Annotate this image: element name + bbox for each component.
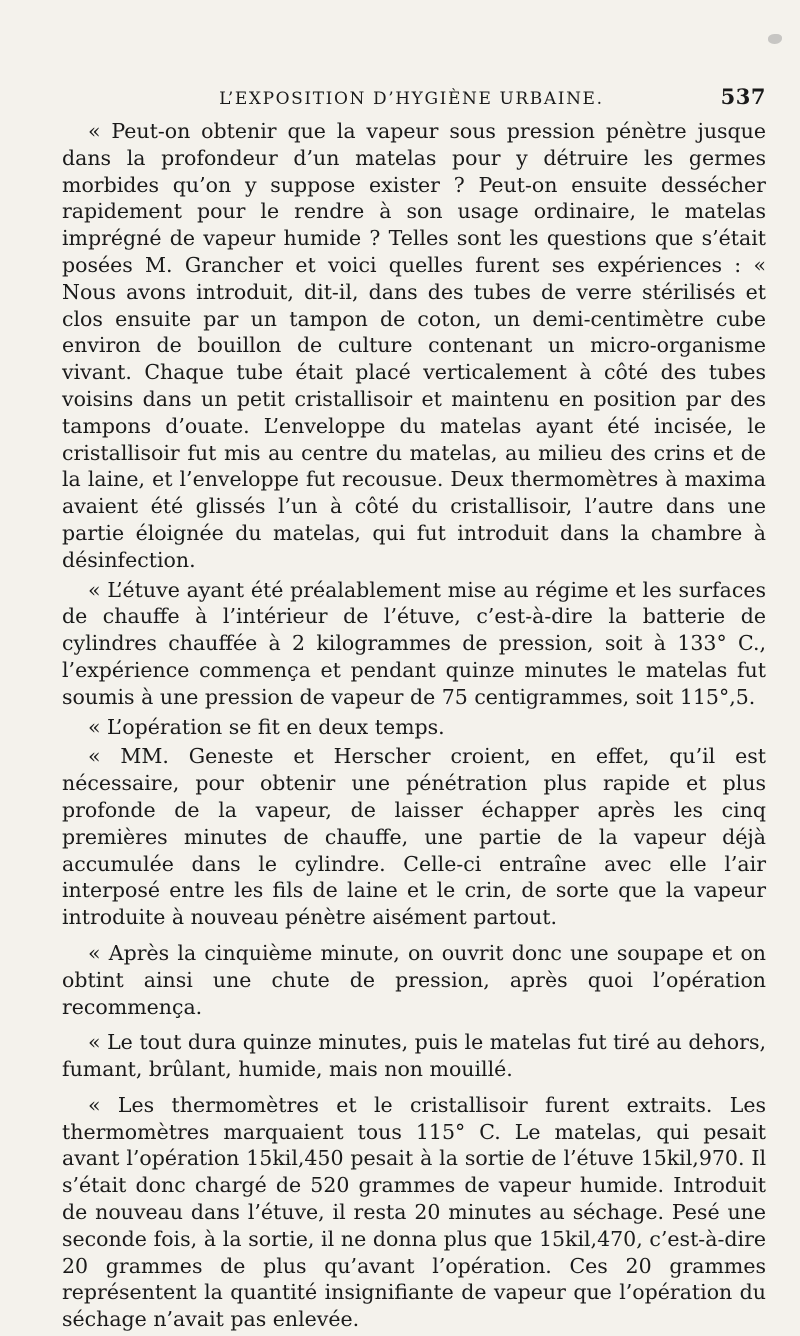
paragraph-etuve-regime: « L’étuve ayant été préalablement mise au régime et les surfaces de chauffe à l’intérieur de l’étuve, c’est-à-dire la batterie de cylindres chauffée à 2 kilogrammes de pression, soit à 133° C., l’expérience commença et pendant quinze minutes le matelas fut soumis à une pression de vapeur de 75 centigrammes, soit 115°,5. [62,577,766,709]
page-number: 537 [720,84,766,109]
body-text [62,118,766,1333]
paragraph-quinze-minutes: « Le tout dura quinze minutes, puis le matelas fut tiré au dehors, fumant, brûlant, humide, mais non mouillé. [62,1030,766,1082]
paragraph-geneste-herscher: « MM. Geneste et Herscher croient, en effet, qu’il est nécessaire, pour obtenir une pénétration plus rapide et plus profonde de la vapeur, de laisser échapper après les cinq premières minutes de chauffe, une partie de la vapeur déjà accumulée dans le cylindre. Celle-ci entraîne avec elle l’air interposé entre les fils de laine et le crin, de sorte que la vapeur introduite à nouveau pénètre aisément partout. [62,744,766,930]
page-header [62,84,766,114]
ink-blot [768,34,782,44]
paragraph-grancher-question: « Peut-on obtenir que la vapeur sous pression pénètre jusque dans la profondeur d’un matelas pour y détruire les germes morbides qu’on y suppose exister ? Peut-on ensuite dessécher rapidement pour le rendre à son usage ordinaire, le matelas imprégné de vapeur humide ? Telles sont les questions que s’était posées M. Grancher et voici quelles furent ses expériences : « Nous avons introduit, dit-il, dans des tubes de verre stérilisés et clos ensuite par un tampon de coton, un demi-centimètre cube environ de bouillon de culture contenant un micro-organisme vivant. Chaque tube était placé verticalement à côté des tubes voisins dans un petit cristallisoir et maintenu en position par des tampons d’ouate. L’enveloppe du matelas ayant été incisée, le cristallisoir fut mis au centre du matelas, au milieu des crins et de la laine, et l’enveloppe fut recousue. Deux thermomètres à maxima avaient été glissés l’un à côté du cristallisoir, l’autre dans une partie éloignée du matelas, qui fut introduit dans la chambre à désinfection. [62,119,766,572]
paragraph-soupape: « Après la cinquième minute, on ouvrit donc une soupape et on obtint ainsi une chute de pression, après quoi l’opération recommença. [62,940,766,1019]
paragraph-thermometres: « Les thermomètres et le cristallisoir furent extraits. Les thermomètres marquaient tous 115° C. Le matelas, qui pesait avant l’opération 15kil,450 pesait à la sortie de l’étuve 15kil,970. Il s’était donc chargé de 520 grammes de vapeur humide. Introduit de nouveau dans l’étuve, il resta 20 minutes au séchage. Pesé une seconde fois, à la sortie, il ne donna plus que 15kil,470, c’est-à-dire 20 grammes de plus qu’avant l’opération. Ces 20 grammes représentent la quantité insignifiante de vapeur que l’opération du séchage n’avait pas enlevée. [62,1092,766,1332]
paragraph-deux-temps: « L’opération se fit en deux temps. [88,714,445,739]
running-title: L’EXPOSITION D’HYGIÈNE URBAINE. [219,89,604,109]
